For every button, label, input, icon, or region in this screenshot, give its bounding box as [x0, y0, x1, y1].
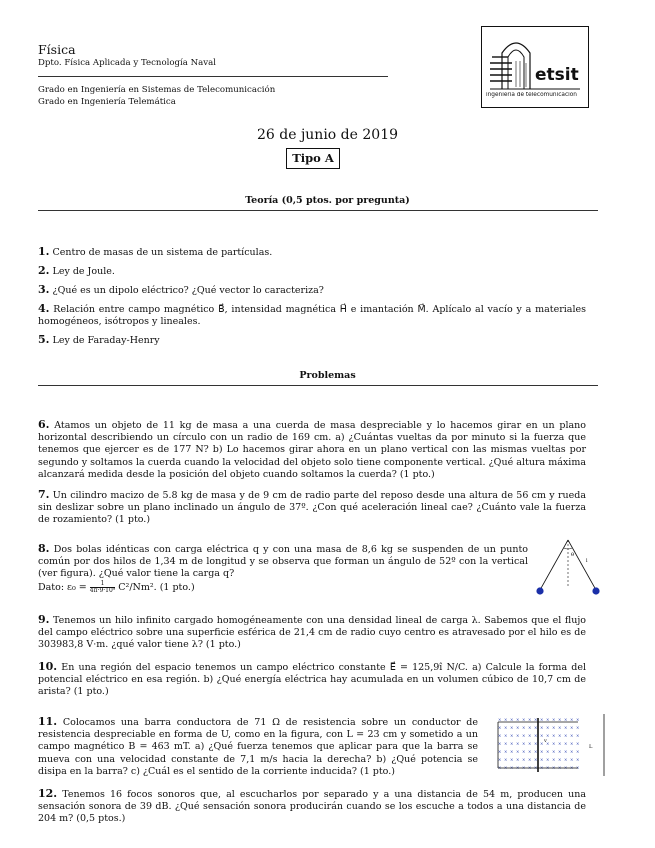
field-x-mark: ×	[552, 725, 556, 730]
rail-figure	[494, 712, 610, 778]
field-x-mark: ×	[534, 733, 538, 738]
field-x-mark: ×	[522, 765, 526, 770]
field-x-mark: ×	[546, 733, 550, 738]
field-x-mark: ×	[522, 725, 526, 730]
problems-title: Problemas	[299, 370, 356, 381]
field-x-mark: ×	[516, 741, 520, 746]
field-x-mark: ×	[570, 725, 574, 730]
field-x-mark: ×	[522, 717, 526, 722]
field-x-mark: ×	[522, 757, 526, 762]
field-x-mark: ×	[534, 765, 538, 770]
theory-question-5	[38, 334, 586, 347]
field-x-mark: ×	[534, 741, 538, 746]
field-x-mark: ×	[540, 725, 544, 730]
field-x-mark: ×	[564, 749, 568, 754]
q-number: 8.	[38, 542, 50, 555]
field-x-mark: ×	[558, 765, 562, 770]
field-x-mark: ×	[498, 765, 502, 770]
q-number: 11.	[38, 715, 58, 728]
q-number: 3.	[38, 283, 50, 296]
q-number: 2.	[38, 264, 50, 277]
epsilon-fraction	[90, 581, 115, 594]
theory-question-3	[38, 284, 586, 297]
field-x-mark: ×	[498, 725, 502, 730]
problem-6	[38, 419, 586, 481]
field-x-mark: ×	[516, 749, 520, 754]
field-x-mark: ×	[576, 725, 580, 730]
field-x-mark: ×	[504, 765, 508, 770]
q-number: 9.	[38, 613, 50, 626]
field-x-mark: ×	[552, 733, 556, 738]
L-label: L	[589, 744, 593, 750]
field-x-mark: ×	[510, 733, 514, 738]
field-x-mark: ×	[564, 765, 568, 770]
field-x-mark: ×	[552, 749, 556, 754]
exam-type-box: Tipo A	[286, 148, 340, 169]
problems-divider	[38, 385, 598, 386]
field-x-mark: ×	[570, 749, 574, 754]
field-x-mark: ×	[558, 717, 562, 722]
field-x-mark: ×	[498, 717, 502, 722]
field-x-mark: ×	[516, 717, 520, 722]
theory-question-1	[38, 246, 586, 259]
etsit-logo	[481, 26, 589, 108]
q-text: Atamos un objeto de 11 kg de masa a una cuerda de masa despreciable y lo hacemos girar en un plano horizontal describiendo un círculo con un radio de 169 cm. a) ¿Cuántas vueltas da por minuto si la fuerza que tenemos que ejercer es de 177 N? b) Lo hacemos girar ahora en un plano vertical con las mismas vueltas por segundo y soltamos la cuerda cuando la velocidad del objeto solo tiene componente vertical. ¿Qué altura máxima alcanzará medida desde la posición del objeto cuando soltamos la cuerda? (1 pto.)	[38, 420, 586, 480]
q-text: Ley de Faraday-Henry	[52, 335, 160, 346]
frac-den: 4π·9·10⁹	[89, 586, 116, 594]
field-x-mark: ×	[528, 757, 532, 762]
field-x-mark: ×	[534, 717, 538, 722]
degree-1: Grado en Ingeniería en Sistemas de Telecomunicación	[38, 85, 276, 95]
problem-12	[38, 788, 586, 826]
theory-title: Teoría (0,5 ptos. por pregunta)	[245, 195, 410, 206]
problem-7	[38, 489, 586, 527]
degrees	[38, 84, 275, 108]
q-text: Tenemos un hilo infinito cargado homogéneamente con una densidad lineal de carga λ. Sabemos que el flujo del campo eléctrico sobre una superficie esférica de 21,4 cm de radio cuyo centro es atravesado por el hilo es de 303983,8 V·m. ¿qué valor tiene λ? (1 pto.)	[38, 615, 586, 651]
left-string	[540, 540, 568, 590]
field-x-mark: ×	[540, 749, 544, 754]
length-label: l	[586, 558, 588, 564]
dato-label: Dato: ε₀ =	[38, 581, 87, 593]
problem-11	[38, 716, 478, 778]
q-number: 12.	[38, 787, 58, 800]
field-x-mark: ×	[498, 757, 502, 762]
q-text: Centro de masas de un sistema de partículas.	[52, 247, 273, 258]
right-ball	[592, 587, 599, 594]
logo-subtext: ingeniería de telecomunicación	[486, 92, 577, 98]
field-x-mark: ×	[540, 741, 544, 746]
q-text: Relación entre campo magnético B⃗, intensidad magnética H⃗ e imantación M⃗. Aplícalo al vacío y a materiales homogéneos, isótropos y lineales.	[38, 304, 586, 328]
field-x-mark: ×	[528, 749, 532, 754]
field-x-mark: ×	[552, 757, 556, 762]
field-x-mark: ×	[516, 757, 520, 762]
field-x-mark: ×	[540, 717, 544, 722]
field-x-mark: ×	[522, 749, 526, 754]
dato-units: C²/Nm². (1 pto.)	[118, 581, 195, 593]
field-x-mark: ×	[552, 717, 556, 722]
q-text: Ley de Joule.	[52, 266, 115, 277]
field-x-mark: ×	[570, 717, 574, 722]
field-x-mark: ×	[534, 757, 538, 762]
field-x-mark: ×	[546, 741, 550, 746]
field-x-mark: ×	[570, 741, 574, 746]
problem-10	[38, 661, 586, 699]
field-x-mark: ×	[546, 717, 550, 722]
field-x-mark: ×	[510, 757, 514, 762]
field-x-mark: ×	[558, 757, 562, 762]
q-text: Colocamos una barra conductora de 71 Ω de resistencia sobre un conductor de resistencia despreciable en forma de U, como en la figura, con L = 23 cm y sometido a un campo magnético B = 463 mT. a) ¿Qué fuerza tenemos que aplicar para que la barra se mueva con una velocidad constante de 7,1 m/s hacia la derecha? b) ¿Qué potencia se disipa en la barra? c) ¿Cuál es el sentido de la corriente inducida? (1 pto.)	[38, 717, 478, 777]
field-x-mark: ×	[546, 765, 550, 770]
problem-9	[38, 614, 586, 652]
field-x-mark: ×	[540, 757, 544, 762]
field-x-mark: ×	[558, 725, 562, 730]
field-x-mark: ×	[498, 749, 502, 754]
field-x-mark: ×	[522, 741, 526, 746]
field-x-mark: ×	[534, 725, 538, 730]
field-x-mark: ×	[552, 765, 556, 770]
q-number: 10.	[38, 660, 58, 673]
field-x-mark: ×	[564, 717, 568, 722]
field-x-mark: ×	[498, 741, 502, 746]
field-x-mark: ×	[558, 733, 562, 738]
exam-date: 26 de junio de 2019	[256, 127, 399, 143]
field-x-mark: ×	[504, 733, 508, 738]
degree-2: Grado en Ingeniería Telemática	[38, 97, 176, 107]
field-x-mark: ×	[558, 741, 562, 746]
q-text: ¿Qué es un dipolo eléctrico? ¿Qué vector lo caracteriza?	[52, 285, 324, 296]
field-x-mark: ×	[564, 733, 568, 738]
field-x-mark: ×	[576, 757, 580, 762]
field-x-mark: ×	[498, 733, 502, 738]
theory-question-4	[38, 303, 586, 328]
field-x-mark: ×	[516, 725, 520, 730]
field-x-mark: ×	[564, 741, 568, 746]
theta-label: θ	[571, 552, 575, 558]
field-x-mark: ×	[570, 765, 574, 770]
pendulum-figure	[528, 536, 608, 598]
field-x-mark: ×	[564, 725, 568, 730]
q-text: Dos bolas idénticas con carga eléctrica q y con una masa de 8,6 kg se suspenden de un punto común por dos hilos de 1,34 m de longitud y se observa que forman un ángulo de 52º con la vertical (ver figura). ¿Qué valor tiene la carga q?	[38, 544, 529, 580]
field-x-mark: ×	[534, 749, 538, 754]
field-x-mark: ×	[516, 733, 520, 738]
frac-num: 1	[90, 581, 115, 588]
field-x-mark: ×	[552, 741, 556, 746]
field-x-mark: ×	[510, 765, 514, 770]
field-x-mark: ×	[576, 741, 580, 746]
field-x-mark: ×	[546, 725, 550, 730]
field-x-mark: ×	[546, 749, 550, 754]
field-x-mark: ×	[576, 749, 580, 754]
field-x-mark: ×	[504, 757, 508, 762]
q-number: 5.	[38, 333, 50, 346]
field-x-mark: ×	[540, 765, 544, 770]
field-x-mark: ×	[540, 733, 544, 738]
field-x-mark: ×	[510, 749, 514, 754]
theory-question-2	[38, 265, 586, 278]
q-text: Tenemos 16 focos sonoros que, al escucharlos por separado y a una distancia de 54 m, producen una sensación sonora de 39 dB. ¿Qué sensación sonora producirán cuando se los escuche a todos a una distancia de 204 m? (0,5 ptos.)	[38, 789, 586, 825]
field-x-mark: ×	[576, 733, 580, 738]
header-divider	[38, 76, 388, 77]
field-x-mark: ×	[516, 765, 520, 770]
velocity-label: v	[544, 738, 547, 744]
field-x-mark: ×	[522, 733, 526, 738]
field-x-mark: ×	[558, 749, 562, 754]
logo-text: etsit	[535, 65, 579, 85]
field-x-mark: ×	[504, 741, 508, 746]
q-text: Un cilindro macizo de 5.8 kg de masa y de 9 cm de radio parte del reposo desde una altura de 56 cm y rueda sin deslizar sobre un plano inclinado un ángulo de 37º. ¿Con qué aceleración lineal cae? ¿Cuánto vale la fuerza de rozamiento? (1 pto.)	[38, 490, 586, 526]
q-number: 6.	[38, 418, 50, 431]
q-number: 1.	[38, 245, 50, 258]
department: Dpto. Física Aplicada y Tecnología Naval	[38, 58, 217, 68]
field-x-mark: ×	[564, 757, 568, 762]
field-x-mark: ×	[528, 725, 532, 730]
field-x-mark: ×	[510, 717, 514, 722]
field-x-mark: ×	[528, 733, 532, 738]
problem-8	[38, 543, 528, 594]
q-number: 4.	[38, 302, 50, 315]
field-x-mark: ×	[528, 741, 532, 746]
field-x-mark: ×	[504, 749, 508, 754]
field-x-mark: ×	[528, 717, 532, 722]
q-number: 7.	[38, 488, 50, 501]
q-text: En una región del espacio tenemos un campo eléctrico constante E⃗ = 125,9î N/C. a) Calcule la forma del potencial eléctrico en esa región. b) ¿Qué energía eléctrica hay acumulada en un volumen cúbico de 10,7 cm de arista? (1 pto.)	[38, 662, 586, 698]
field-x-mark: ×	[510, 725, 514, 730]
left-ball	[536, 587, 543, 594]
field-x-mark: ×	[504, 725, 508, 730]
field-x-mark: ×	[570, 757, 574, 762]
field-x-mark: ×	[576, 765, 580, 770]
field-x-mark: ×	[510, 741, 514, 746]
field-x-mark: ×	[570, 733, 574, 738]
subject-title: Física	[38, 42, 76, 57]
field-x-mark: ×	[546, 757, 550, 762]
field-x-mark: ×	[576, 717, 580, 722]
theory-divider	[38, 210, 598, 211]
right-string	[568, 540, 596, 590]
field-x-mark: ×	[504, 717, 508, 722]
field-x-mark: ×	[528, 765, 532, 770]
